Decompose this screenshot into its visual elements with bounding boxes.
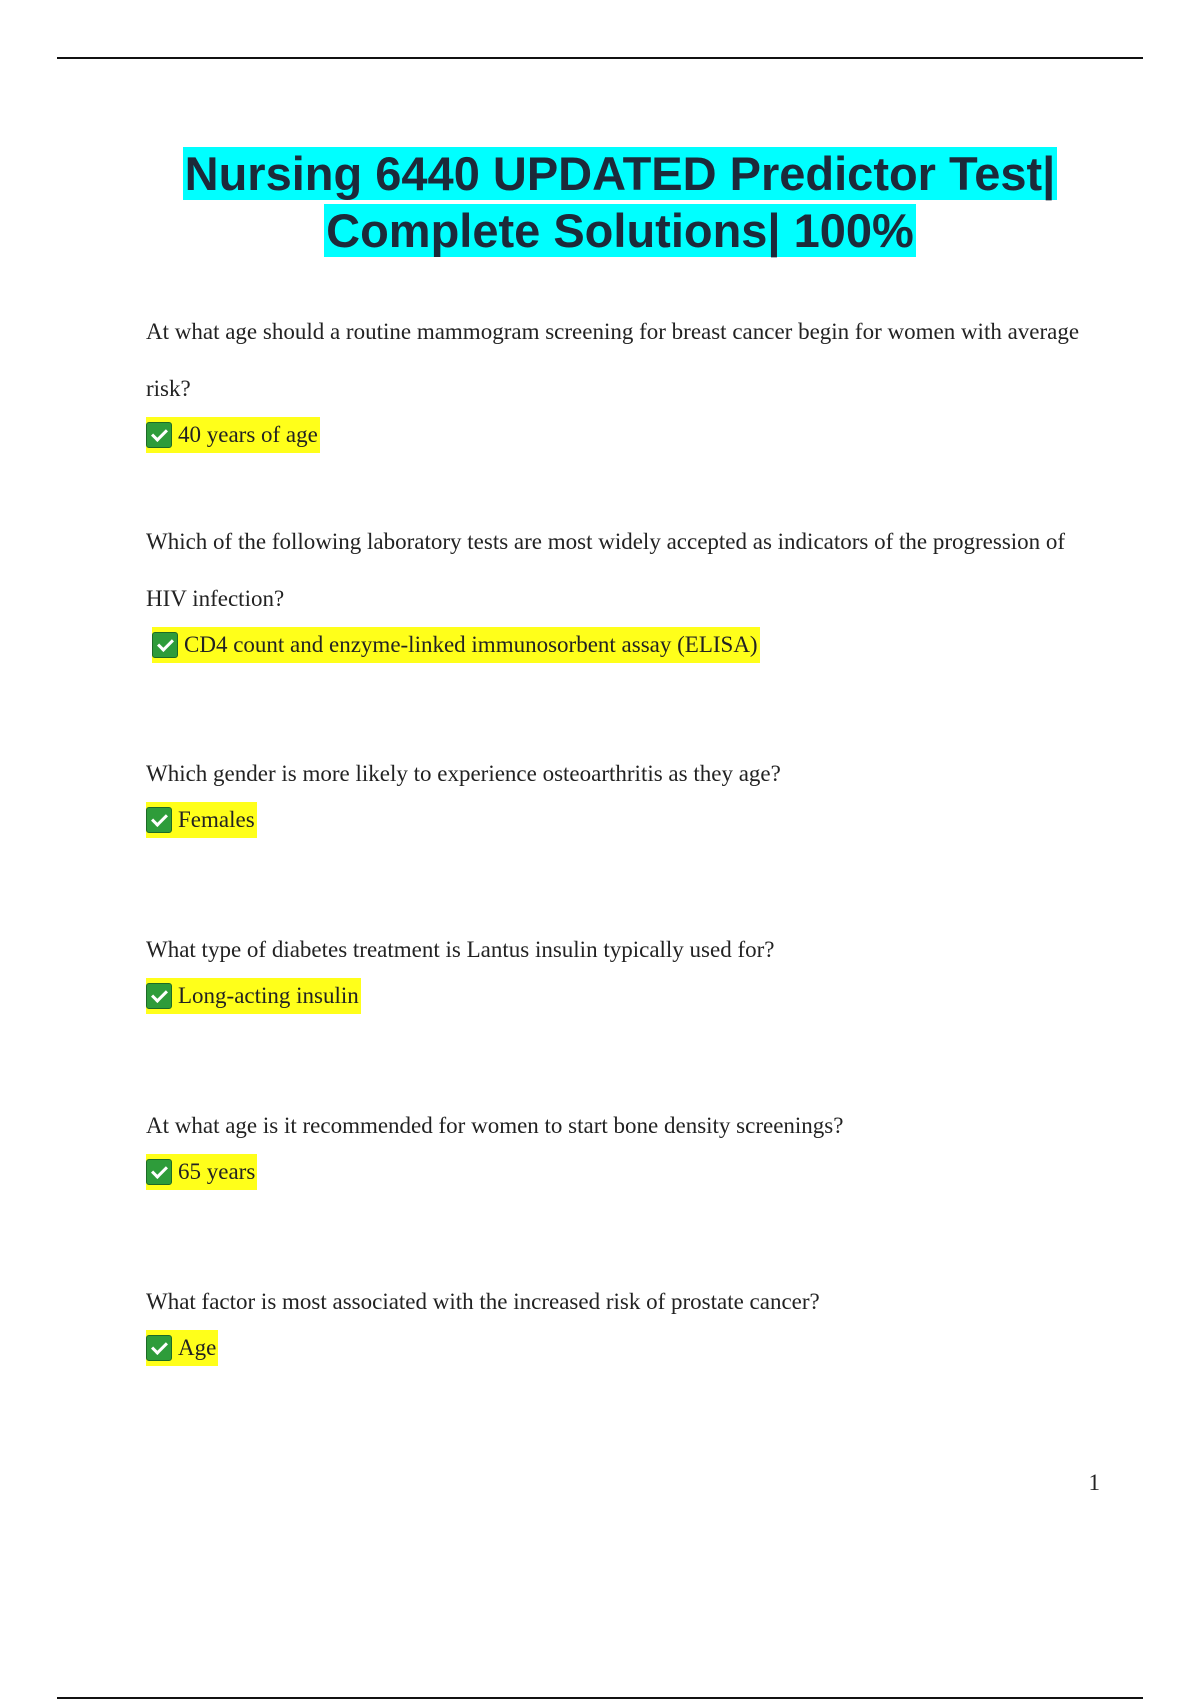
answer [146,1330,1106,1366]
document-title-line-2: Complete Solutions| 100% [326,204,914,257]
check-mark-icon [146,1159,172,1185]
answer-text: Females [178,807,255,832]
answer [146,978,1106,1014]
question-text: At what age is it recommended for women to start bone density screenings? [146,1113,844,1138]
check-mark-icon [146,807,172,833]
document-title-line-1: Nursing 6440 UPDATED Predictor Test| [184,147,1056,200]
question-item [146,1273,1106,1373]
answer-text: Age [178,1335,217,1360]
question-item [146,921,1106,1097]
question-text: Which gender is more likely to experience osteoarthritis as they age? [146,761,781,786]
question-item [146,303,1106,513]
document-title [120,145,1120,259]
question-item [146,1097,1106,1273]
check-mark-icon [146,422,172,448]
answer-highlight [146,1330,218,1366]
answer [146,802,1106,838]
answer-text: 40 years of age [178,422,318,447]
header-rule [57,57,1143,59]
answer-highlight [146,1154,257,1190]
question-text: Which of the following laboratory tests are most widely accepted as indicators of the progression of HIV infection? [146,529,1066,611]
answer [146,627,1106,663]
answer-text: 65 years [178,1159,256,1184]
answer-highlight [146,978,361,1014]
question-text: What type of diabetes treatment is Lantus insulin typically used for? [146,937,775,962]
question-item [146,745,1106,921]
answer-highlight [146,802,257,838]
answer-text: Long-acting insulin [178,983,359,1008]
answer [146,1154,1106,1190]
question-item [146,513,1106,745]
question-text: At what age should a routine mammogram screening for breast cancer begin for women with average risk? [146,319,1080,401]
answer-text: CD4 count and enzyme-linked immunosorbent assay (ELISA) [184,632,758,657]
answer-highlight [152,627,760,663]
question-text: What factor is most associated with the increased risk of prostate cancer? [146,1289,820,1314]
footer-rule [57,1697,1143,1699]
page-number: 1 [1088,1470,1100,1495]
question-list [146,303,1106,1373]
answer-highlight [146,417,320,453]
answer [146,417,1106,453]
check-mark-icon [146,1335,172,1361]
check-mark-icon [146,983,172,1009]
check-mark-icon [152,632,178,658]
